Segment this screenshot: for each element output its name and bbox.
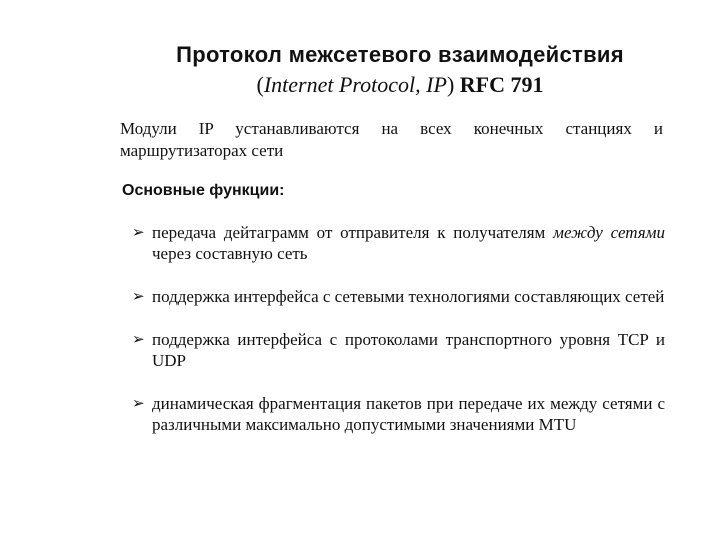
slide-title: [100, 40, 700, 100]
list-item: [132, 329, 665, 371]
arrow-bullet-icon: ➢: [132, 330, 145, 348]
bullet-text: поддержка интерфейса с протоколами транспортного уровня TCP и UDP: [152, 330, 665, 370]
title-line-1: Протокол межсетевого взаимодействия: [176, 42, 624, 67]
title-line-2: [100, 70, 700, 100]
title-protocol-name: Internet Protocol, IP: [263, 72, 447, 97]
intro-text: Модули IP устанавливаются на всех конечных станциях и маршрутизаторах сети: [120, 119, 663, 160]
bullet-text: поддержка интерфейса с сетевыми технологиями составляющих сетей: [152, 287, 665, 306]
title-close-paren: ): [446, 72, 455, 97]
arrow-bullet-icon: ➢: [132, 394, 145, 412]
title-rfc: RFC 791: [459, 72, 544, 97]
title-open-paren: (: [256, 72, 264, 97]
bullet-italic-text: между сетями: [553, 223, 666, 242]
arrow-bullet-icon: ➢: [132, 287, 145, 305]
functions-heading: Основные функции:: [122, 182, 285, 199]
list-item: [132, 393, 665, 435]
functions-list: [132, 222, 665, 435]
list-item: [132, 222, 665, 264]
bullet-text: динамическая фрагментация пакетов при передаче их между сетями с различными максимально допустимыми значениями MTU: [152, 394, 665, 434]
list-item: [132, 286, 665, 307]
arrow-bullet-icon: ➢: [132, 223, 145, 241]
bullet-text-tail: через составную сеть: [152, 244, 308, 263]
bullet-text: передача дейтаграмм от отправителя к получателям: [152, 223, 554, 242]
